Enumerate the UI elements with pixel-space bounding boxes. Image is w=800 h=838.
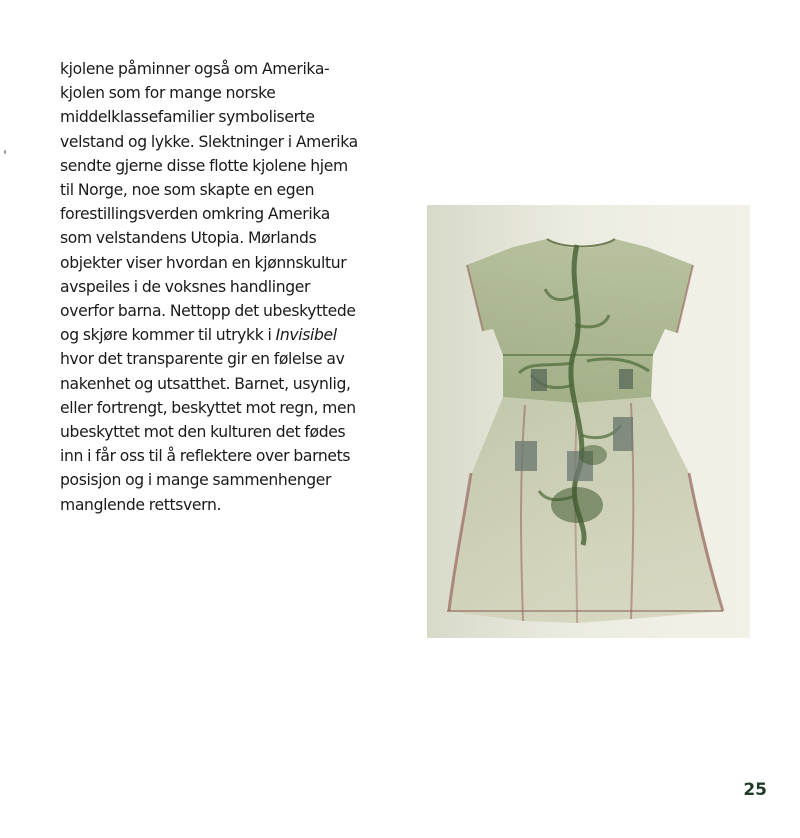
text-line: posisjon og i mange sammenhenger [60,471,332,490]
text-line: avspeiles i de voksnes handlinger [60,277,311,296]
hanging-tag [619,369,633,389]
artwork-title: Invisibel [275,326,337,345]
hanging-tag [515,441,537,471]
leaf-cluster [579,445,607,465]
text-line: objekter viser hvordan en kjønnskultur [60,253,347,272]
text-line: middelklassefamilier symboliserte [60,108,315,127]
hanging-tag [613,417,633,451]
text-line: ubeskyttet mot den kulturen det fødes [60,423,346,442]
text-line: velstand og lykke. Slektninger i Amerika [60,132,358,151]
text-line: sendte gjerne disse flotte kjolene hjem [60,156,348,175]
text-line-with-title [60,323,400,347]
artwork-photo [427,205,750,638]
text-line: som velstandens Utopia. Mørlands [60,229,317,248]
text-line-start: og skjøre kommer til utrykk i [60,326,272,345]
text-line: inn i får oss til å reflektere over barnets [60,447,351,466]
text-line: forestillingsverden omkring Amerika [60,205,330,224]
text-line: eller fortrengt, beskyttet mot regn, men [60,398,356,417]
text-line: nakenhet og utsatthet. Barnet, usynlig, [60,374,351,393]
text-line: til Norge, noe som skapte en egen [60,181,315,200]
hanging-tag [531,369,547,391]
body-text [60,57,400,517]
text-line: hvor det transparente gir en følelse av [60,350,345,369]
text-line: overfor barna. Nettopp det ubeskyttede [60,302,356,321]
scan-speck [4,150,6,154]
page-number: 25 [743,780,767,800]
text-line: kjolen som for mange norske [60,84,276,103]
text-line: manglende rettsvern. [60,495,222,514]
text-line: kjolene påminner også om Amerika- [60,60,330,78]
leaf-cluster [551,487,603,523]
